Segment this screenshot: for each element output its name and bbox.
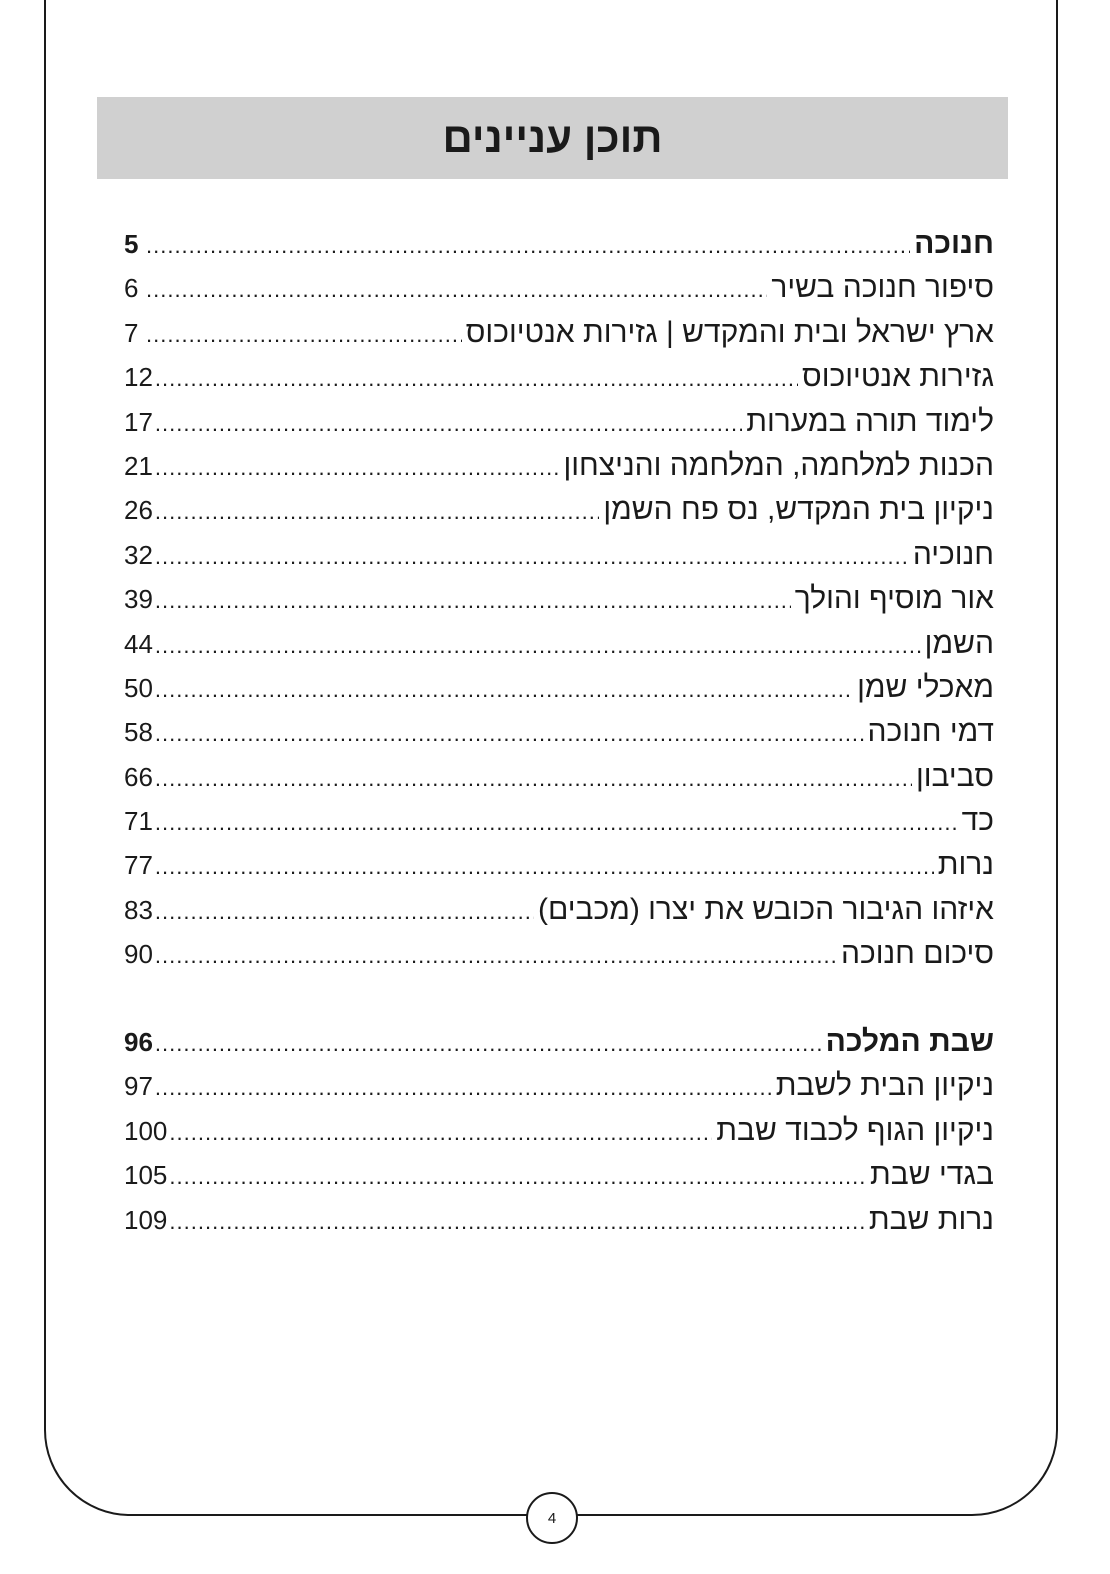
toc-entry-label: לימוד תורה במערות [746,404,994,438]
toc-entry-page: 44 [124,628,153,659]
toc-entry-label: נרות [937,848,994,882]
toc-entry-label: סיכום חנוכה [840,937,994,971]
toc-entry-label: הכנות למלחמה, המלחמה והניצחון [563,448,994,482]
toc-entry-page: 12 [124,362,153,393]
dot-leader [155,535,909,579]
dot-leader [155,1022,822,1066]
toc-entry-label: דמי חנוכה [867,715,994,749]
dot-leader [155,668,853,712]
title-bar [97,97,1008,179]
toc-entry-label: השמן [924,626,994,660]
dot-leader [155,890,534,934]
toc-section-heading[interactable] [124,222,994,266]
dot-leader [146,268,767,312]
toc-entry-page: 17 [124,406,153,437]
toc-entry[interactable] [124,666,994,710]
toc-section-heading[interactable] [124,1020,994,1064]
toc-entry[interactable] [124,710,994,754]
dot-leader [146,224,910,268]
dot-leader [155,490,599,534]
toc-entry-label: איזהו הגיבור הכובש את יצרו (מכבים) [537,892,994,926]
dot-leader [155,934,837,978]
toc-entry-page: 71 [124,806,153,837]
dot-leader [155,757,912,801]
toc-entry[interactable] [124,1109,994,1153]
toc-entry-page: 39 [124,584,153,615]
toc-entry-label: חנוכיה [912,537,994,571]
dot-leader [169,1200,864,1244]
toc-entry-page: 21 [124,450,153,481]
dot-leader [155,845,934,889]
dot-leader [169,1155,866,1199]
toc-section-hanukkah [124,222,994,977]
toc-entry-page: 109 [124,1204,168,1235]
toc-entry-label: אור מוסיף והולך [794,582,994,616]
toc-entry[interactable] [124,1064,994,1108]
toc-entry-page: 50 [124,672,153,703]
toc-heading-label: שבת המלכה [825,1025,994,1058]
page-number-badge [526,1492,578,1544]
toc-entry[interactable] [124,1198,994,1242]
dot-leader [169,1111,712,1155]
toc-entry[interactable] [124,799,994,843]
toc-entry[interactable] [124,843,994,887]
toc-entry-page: 105 [124,1160,168,1191]
toc-entry-page: 26 [124,495,153,526]
toc-entry-page: 58 [124,717,153,748]
toc-entry-label: כד [961,804,994,838]
dot-leader [155,357,798,401]
toc-entry[interactable] [124,1153,994,1197]
toc-heading-page: 5 [124,229,139,259]
toc-entry-page: 83 [124,894,153,925]
toc-entry[interactable] [124,932,994,976]
toc-entry-label: סיפור חנוכה בשיר [771,271,994,305]
toc-entry[interactable] [124,400,994,444]
toc-entry[interactable] [124,311,994,355]
toc-entry-label: מאכלי שמן [857,670,994,704]
toc-entry[interactable] [124,622,994,666]
toc-heading-page: 96 [124,1027,153,1057]
toc-heading-label: חנוכה [914,227,994,260]
toc-entry-label: ניקיון הגוף לכבוד שבת [716,1113,994,1147]
dot-leader [155,579,791,623]
dot-leader [155,402,742,446]
dot-leader [155,446,560,490]
dot-leader [155,712,864,756]
toc-entry[interactable] [124,444,994,488]
toc-entry-label: נרות שבת [868,1202,994,1236]
page-number: 4 [547,1509,557,1527]
toc-entry-page: 6 [124,273,139,304]
toc-entry-label: ניקיון הבית לשבת [775,1069,994,1103]
toc-entry-label: סביבון [915,759,994,793]
toc-entry[interactable] [124,488,994,532]
dot-leader [146,313,462,357]
toc-entry-page: 66 [124,761,153,792]
toc-section-shabbat [124,1020,994,1242]
toc-entry-page: 7 [124,317,139,348]
toc-entry-label: ארץ ישראל ובית והמקדש | גזירות אנטיוכוס [465,315,994,349]
page-title: תוכן עניינים [442,114,663,161]
dot-leader [155,1066,772,1110]
toc-entry[interactable] [124,533,994,577]
toc-entry-label: גזירות אנטיוכוס [802,360,994,394]
toc-entry[interactable] [124,888,994,932]
toc-entry[interactable] [124,355,994,399]
toc-entry[interactable] [124,577,994,621]
dot-leader [155,801,958,845]
toc-entry-page: 32 [124,539,153,570]
toc-entry-label: בגדי שבת [870,1158,994,1192]
toc-entry[interactable] [124,755,994,799]
toc-entry-page: 100 [124,1115,168,1146]
toc-entry[interactable] [124,266,994,310]
toc-entry-page: 90 [124,939,153,970]
toc-entry-page: 97 [124,1071,153,1102]
toc-entry-label: ניקיון בית המקדש, נס פח השמן [603,493,994,527]
toc-entry-page: 77 [124,850,153,881]
dot-leader [155,624,921,668]
